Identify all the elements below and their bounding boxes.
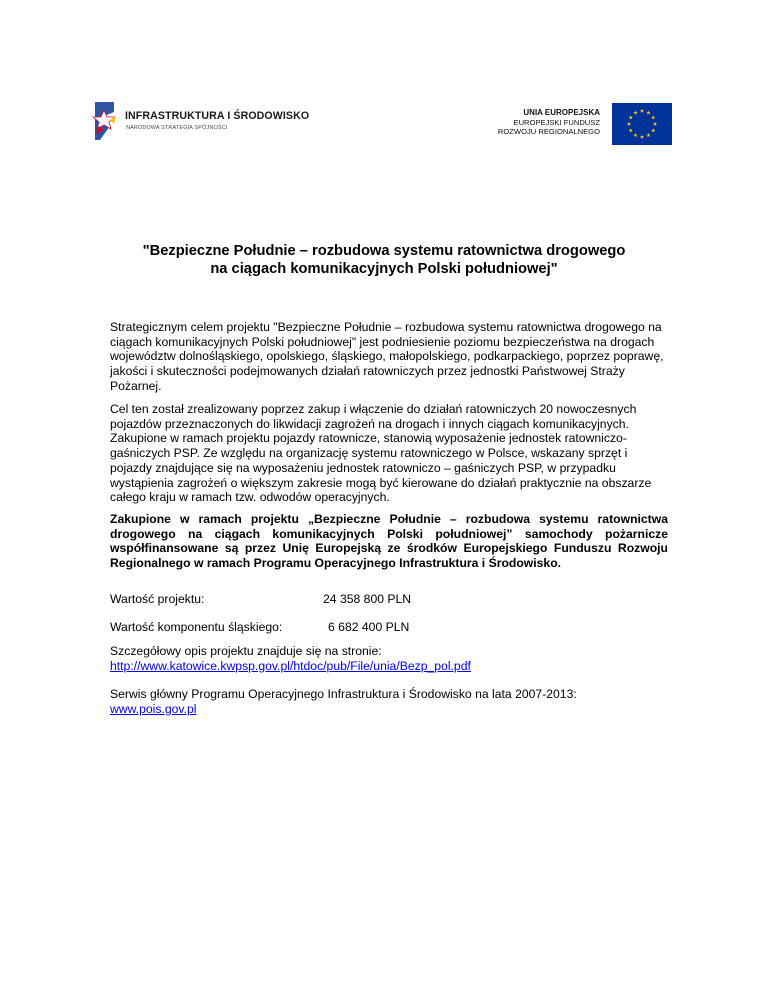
title-line-1: "Bezpieczne Południe – rozbudowa systemu ratownictwa drogowego xyxy=(142,243,626,259)
paragraph-objective: Strategicznym celem projektu "Bezpieczne Południe – rozbudowa systemu ratownictwa drogowego na ciągach komunikacyjnych Polski południowej" jest podniesienie poziomu bezpieczeństwa na drogach województw dolnośląskiego, opolskiego, śląskiego, małopolskiego, podkarpackiego, poprzez poprawę, jakości i skuteczności podejmowanych działań ratowniczych przez jednostki Państwowej Straży Pożarnej. xyxy=(110,320,664,393)
service-text: Serwis główny Programu Operacyjnego Infrastruktura i Środowisko na lata 2007-2013: xyxy=(110,687,577,701)
project-value-amount: 24 358 800 PLN xyxy=(323,592,412,606)
project-value-label: Wartość projektu: xyxy=(110,592,205,606)
title-line-2: na ciągach komunikacyjnych Polski południowej" xyxy=(210,260,558,277)
paragraph-cofinancing: Zakupione w ramach projektu „Bezpieczne Południe – rozbudowa systemu ratownictwa drogowego na ciągach komunikacyjnych Polski południowej” samochody pożarnicze współfinansowane są przez Unię Europejską ze środków Europejskiego Funduszu Rozwoju Regionalnego w ramach Programu Operacyjnego Infrastruktura i Środowisko. xyxy=(110,512,668,571)
details-block xyxy=(110,644,668,673)
details-text: Szczegółowy opis projektu znajduje się na stronie: xyxy=(110,644,382,658)
eu-logo xyxy=(478,96,682,154)
page-title xyxy=(60,243,708,278)
logo-left-subtitle: NARODOWA STRATEGIA SPÓJNOŚCI xyxy=(126,125,228,131)
pois-star-logo-icon xyxy=(92,96,124,152)
eu-logo-line1: UNIA EUROPEJSKA xyxy=(523,108,600,117)
service-link[interactable]: www.pois.gov.pl xyxy=(110,701,197,716)
infrastruktura-logo xyxy=(92,96,332,152)
component-value-amount: 6 682 400 PLN xyxy=(328,620,410,634)
eu-logo-line3: ROZWOJU REGIONALNEGO xyxy=(497,127,600,137)
eu-flag-icon xyxy=(612,103,672,145)
component-value-label: Wartość komponentu śląskiego: xyxy=(110,620,283,634)
paragraph-implementation: Cel ten został zrealizowany poprzez zakup i włączenie do działań ratowniczych 20 nowoczesnych pojazdów przeznaczonych do likwidacji zagrożeń na drogach i innych ciągach komunikacyjnych. Zakupione w ramach projektu pojazdy ratownicze, stanowią wyposażenie jednostek ratowniczo-gaśniczych PSP. Ze względu na organizację systemu ratowniczego w Polsce, wskazany sprzęt i pojazdy znajdujące się na wyposażeniu jednostek ratowniczo – gaśniczych PSP, w przypadku wystąpienia zagrożeń o większym zakresie mogą być kierowane do działań praktycznie na obszarze całego kraju w ramach tzw. odwodów operacyjnych. xyxy=(110,402,652,505)
details-link[interactable]: http://www.katowice.kwpsp.gov.pl/htdoc/pub/File/unia/Bezp_pol.pdf xyxy=(110,658,471,673)
eu-logo-line2: EUROPEJSKI FUNDUSZ xyxy=(513,117,600,127)
eu-logo-text xyxy=(498,108,600,137)
service-block xyxy=(110,687,668,716)
logo-left-title: INFRASTRUKTURA I ŚRODOWISKO xyxy=(125,110,310,122)
